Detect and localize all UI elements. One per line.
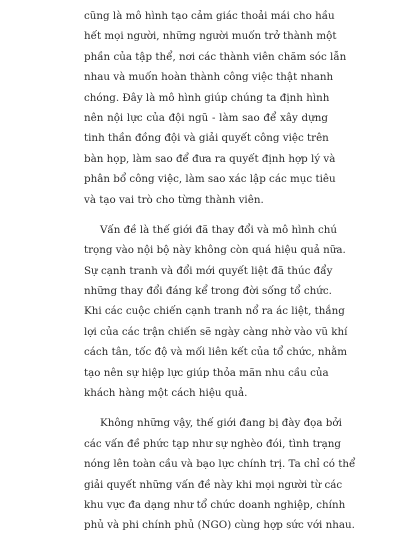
- text-line: nhau và muốn hoàn thành công việc thật nhanh: [84, 71, 334, 84]
- text-line: trọng vào nội bộ này không còn quá hiệu quả nữa.: [84, 244, 346, 257]
- text-line: Khi các cuộc chiến cạnh tranh nổ ra ác liệt, thắng: [84, 305, 345, 318]
- text-line: giải quyết những vấn đề này khi mọi người từ các: [84, 478, 343, 491]
- text-line: nên nội lực của đội ngũ - làm sao để xây dựng: [84, 111, 328, 124]
- text-line: phần của tập thể, nơi các thành viên chăm sóc lẫn: [84, 50, 347, 63]
- text-line: hết mọi người, những người muốn trở thành một: [84, 30, 337, 43]
- body-text: [84, 6, 356, 536]
- text-line: tạo nên sự hiệp lực giúp thỏa mãn nhu cầu của: [84, 366, 329, 379]
- text-line: Không những vậy, thế giới đang bị đày đọa bởi: [100, 417, 342, 430]
- paragraph-2: [84, 220, 348, 404]
- text-line: bàn họp, làm sao để đưa ra quyết định hợp lý và: [84, 152, 336, 165]
- text-line: tinh thần đồng đội và giải quyết công việc trên: [84, 132, 329, 145]
- text-line: phân bổ công việc, làm sao xác lập các mục tiêu: [84, 173, 336, 186]
- text-line: cách tân, tốc độ và mối liên kết của tổ chức, nhằm: [84, 346, 348, 359]
- text-line: các vấn đề phức tạp như sự nghèo đói, tình trạng: [84, 437, 342, 450]
- text-line: Sự cạnh tranh và đổi mới quyết liệt đã thúc đẩy: [84, 264, 333, 277]
- text-line: Vấn đề là thế giới đã thay đổi và mô hình chú: [100, 223, 337, 236]
- text-line: chóng. Đây là mô hình giúp chúng ta định hình: [84, 91, 330, 104]
- text-line: lợi của các trận chiến sẽ ngày càng nhờ vào vũ khí: [84, 325, 348, 338]
- text-line: khách hàng một cách hiệu quả.: [84, 387, 248, 400]
- text-line: và tạo vai trò cho từng thành viên.: [84, 193, 264, 206]
- text-line: cũng là mô hình tạo cảm giác thoải mái cho hầu: [84, 10, 335, 22]
- paragraph-3: [84, 413, 356, 535]
- text-line: khu vực đa dạng như tổ chức doanh nghiệp, chính: [84, 498, 346, 511]
- text-line: những thay đổi đáng kể trong đời sống tổ chức.: [84, 285, 332, 298]
- text-line: nóng lên toàn cầu và bạo lực chính trị. Ta chỉ có thể: [84, 458, 356, 471]
- paragraph-1: [84, 6, 347, 210]
- text-line: phủ và phi chính phủ (NGO) cùng hợp sức với nhau.: [84, 519, 355, 532]
